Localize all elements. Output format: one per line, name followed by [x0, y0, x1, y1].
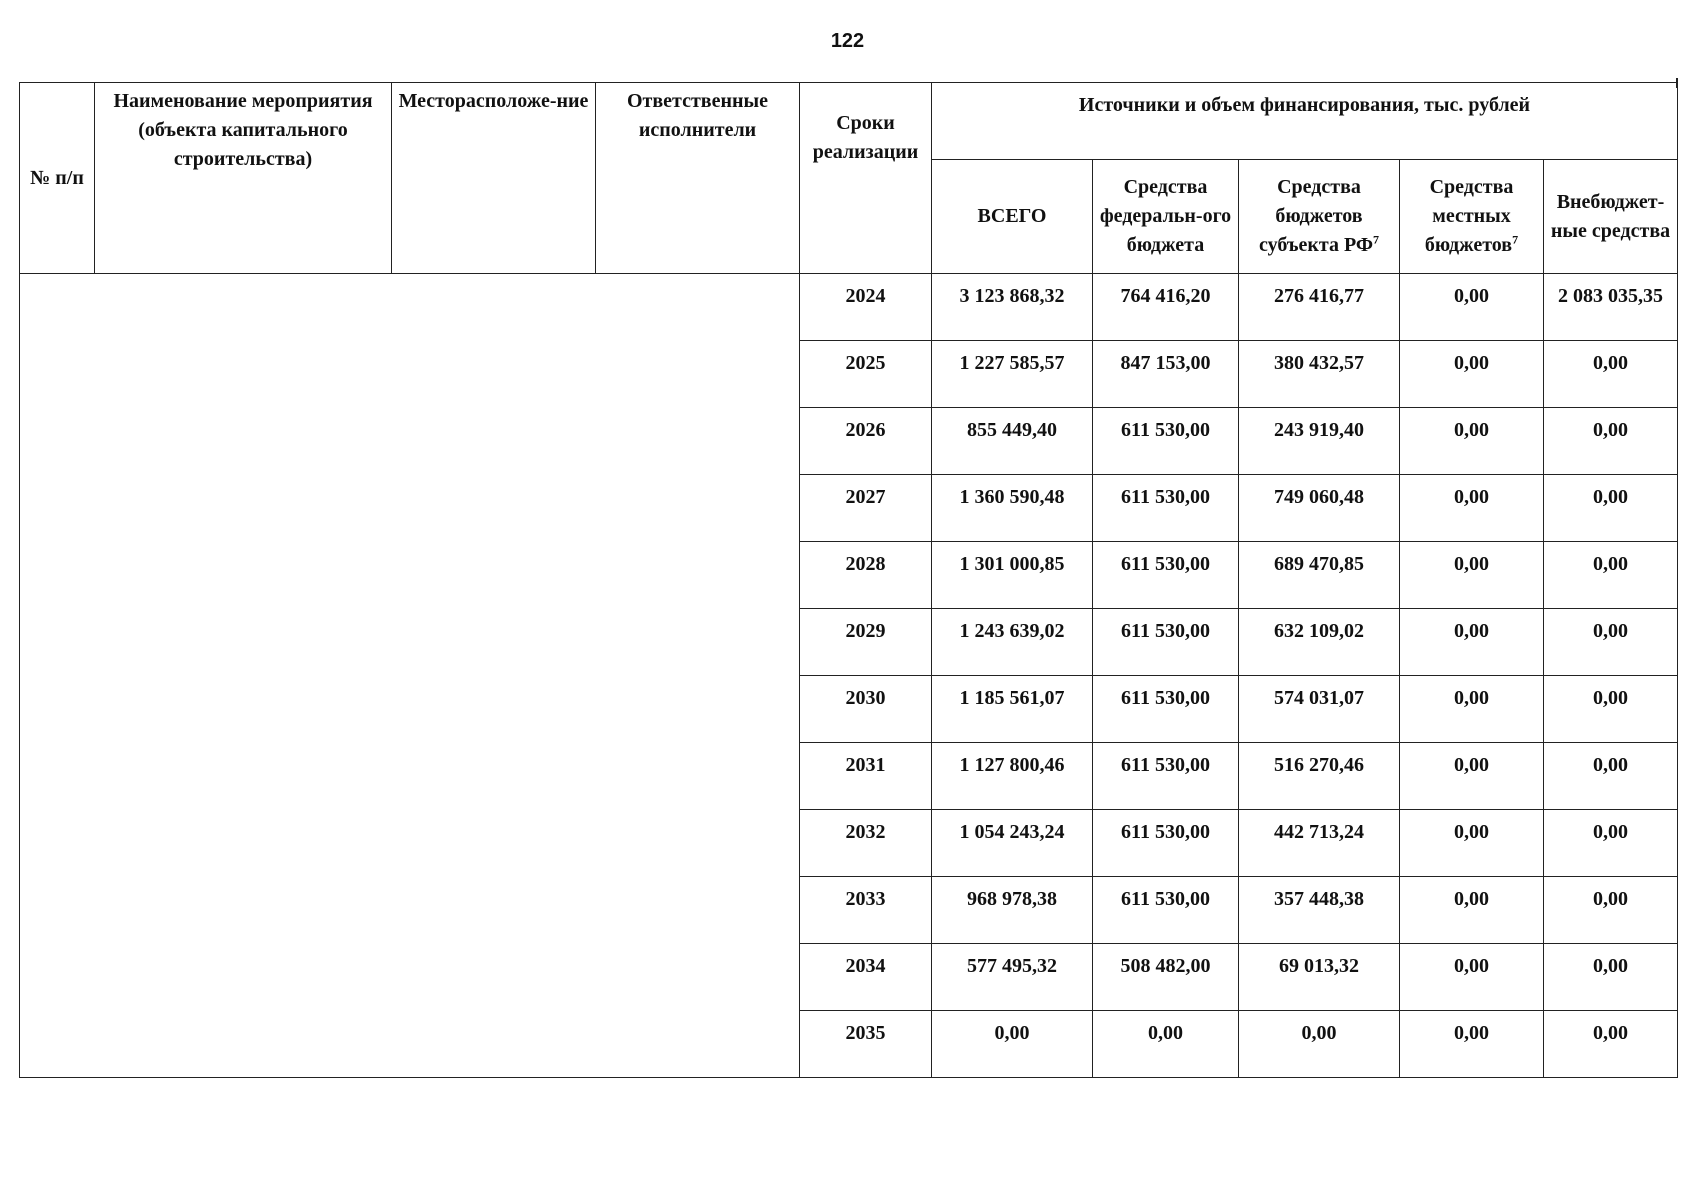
cell-total: 0,00 [932, 1011, 1093, 1078]
cell-extra: 0,00 [1544, 475, 1678, 542]
header-funding-group: Источники и объем финансирования, тыс. рублей [932, 83, 1678, 160]
cell-local: 0,00 [1400, 609, 1544, 676]
table-row [20, 274, 1678, 341]
cell-subject: 380 432,57 [1239, 341, 1400, 408]
header-subject-footnote: 7 [1373, 232, 1380, 247]
cell-local: 0,00 [1400, 944, 1544, 1011]
cell-federal: 611 530,00 [1093, 743, 1239, 810]
cell-local: 0,00 [1400, 676, 1544, 743]
cell-subject: 442 713,24 [1239, 810, 1400, 877]
cell-federal: 847 153,00 [1093, 341, 1239, 408]
cell-year: 2026 [800, 408, 932, 475]
header-number: № п/п [20, 83, 95, 274]
cell-extra: 0,00 [1544, 542, 1678, 609]
cell-local: 0,00 [1400, 274, 1544, 341]
cell-federal: 508 482,00 [1093, 944, 1239, 1011]
cell-year: 2029 [800, 609, 932, 676]
header-total: ВСЕГО [932, 160, 1093, 274]
cell-federal: 611 530,00 [1093, 877, 1239, 944]
cell-federal: 611 530,00 [1093, 609, 1239, 676]
header-subject-label: Средства бюджетов субъекта РФ [1258, 176, 1374, 256]
cell-federal: 611 530,00 [1093, 810, 1239, 877]
cell-local: 0,00 [1400, 810, 1544, 877]
cell-subject: 516 270,46 [1239, 743, 1400, 810]
cell-subject: 749 060,48 [1239, 475, 1400, 542]
header-terms: Сроки реализации [800, 83, 932, 274]
cell-subject: 69 013,32 [1239, 944, 1400, 1011]
cell-extra: 0,00 [1544, 609, 1678, 676]
cell-subject: 689 470,85 [1239, 542, 1400, 609]
cell-year: 2031 [800, 743, 932, 810]
cell-extra: 0,00 [1544, 810, 1678, 877]
cell-local: 0,00 [1400, 341, 1544, 408]
cell-extra: 0,00 [1544, 341, 1678, 408]
cell-local: 0,00 [1400, 877, 1544, 944]
header-executors: Ответственные исполнители [596, 83, 800, 274]
cell-total: 855 449,40 [932, 408, 1093, 475]
cell-total: 1 227 585,57 [932, 341, 1093, 408]
cell-total: 577 495,32 [932, 944, 1093, 1011]
cell-year: 2027 [800, 475, 932, 542]
cell-subject: 574 031,07 [1239, 676, 1400, 743]
cell-total: 1 054 243,24 [932, 810, 1093, 877]
header-location: Месторасположе-ние [392, 83, 596, 274]
cell-federal: 611 530,00 [1093, 475, 1239, 542]
header-subject [1239, 160, 1400, 274]
cell-year: 2035 [800, 1011, 932, 1078]
cell-federal: 611 530,00 [1093, 676, 1239, 743]
cell-subject: 357 448,38 [1239, 877, 1400, 944]
cell-year: 2030 [800, 676, 932, 743]
cell-subject: 632 109,02 [1239, 609, 1400, 676]
header-local [1400, 160, 1544, 274]
cell-total: 1 185 561,07 [932, 676, 1093, 743]
cell-extra: 0,00 [1544, 877, 1678, 944]
cell-year: 2028 [800, 542, 932, 609]
cell-subject: 0,00 [1239, 1011, 1400, 1078]
cell-total: 1 301 000,85 [932, 542, 1093, 609]
cell-federal: 611 530,00 [1093, 542, 1239, 609]
header-federal: Средства федеральн-ого бюджета [1093, 160, 1239, 274]
cell-total: 968 978,38 [932, 877, 1093, 944]
header-local-footnote: 7 [1512, 232, 1519, 247]
cell-extra: 0,00 [1544, 743, 1678, 810]
cell-total: 3 123 868,32 [932, 274, 1093, 341]
cell-total: 1 243 639,02 [932, 609, 1093, 676]
cell-total: 1 127 800,46 [932, 743, 1093, 810]
cell-local: 0,00 [1400, 1011, 1544, 1078]
cell-local: 0,00 [1400, 475, 1544, 542]
cell-federal: 611 530,00 [1093, 408, 1239, 475]
cell-extra: 0,00 [1544, 676, 1678, 743]
cell-local: 0,00 [1400, 542, 1544, 609]
cell-subject: 276 416,77 [1239, 274, 1400, 341]
cell-extra: 0,00 [1544, 944, 1678, 1011]
financing-table [19, 82, 1678, 1078]
cell-local: 0,00 [1400, 743, 1544, 810]
header-name: Наименование мероприятия (объекта капитального строительства) [95, 83, 392, 274]
cell-year: 2032 [800, 810, 932, 877]
cell-year: 2034 [800, 944, 932, 1011]
cell-year: 2024 [800, 274, 932, 341]
cell-federal: 764 416,20 [1093, 274, 1239, 341]
merged-empty-cell [20, 274, 800, 1078]
header-local-label: Средства местных бюджетов [1424, 176, 1514, 256]
cell-extra: 0,00 [1544, 408, 1678, 475]
cell-extra: 0,00 [1544, 1011, 1678, 1078]
cell-local: 0,00 [1400, 408, 1544, 475]
cell-subject: 243 919,40 [1239, 408, 1400, 475]
cell-federal: 0,00 [1093, 1011, 1239, 1078]
page-number: 122 [830, 30, 865, 52]
cell-year: 2033 [800, 877, 932, 944]
cell-year: 2025 [800, 341, 932, 408]
header-extra: Внебюджет-ные средства [1544, 160, 1678, 274]
cell-extra: 2 083 035,35 [1544, 274, 1678, 341]
cell-total: 1 360 590,48 [932, 475, 1093, 542]
